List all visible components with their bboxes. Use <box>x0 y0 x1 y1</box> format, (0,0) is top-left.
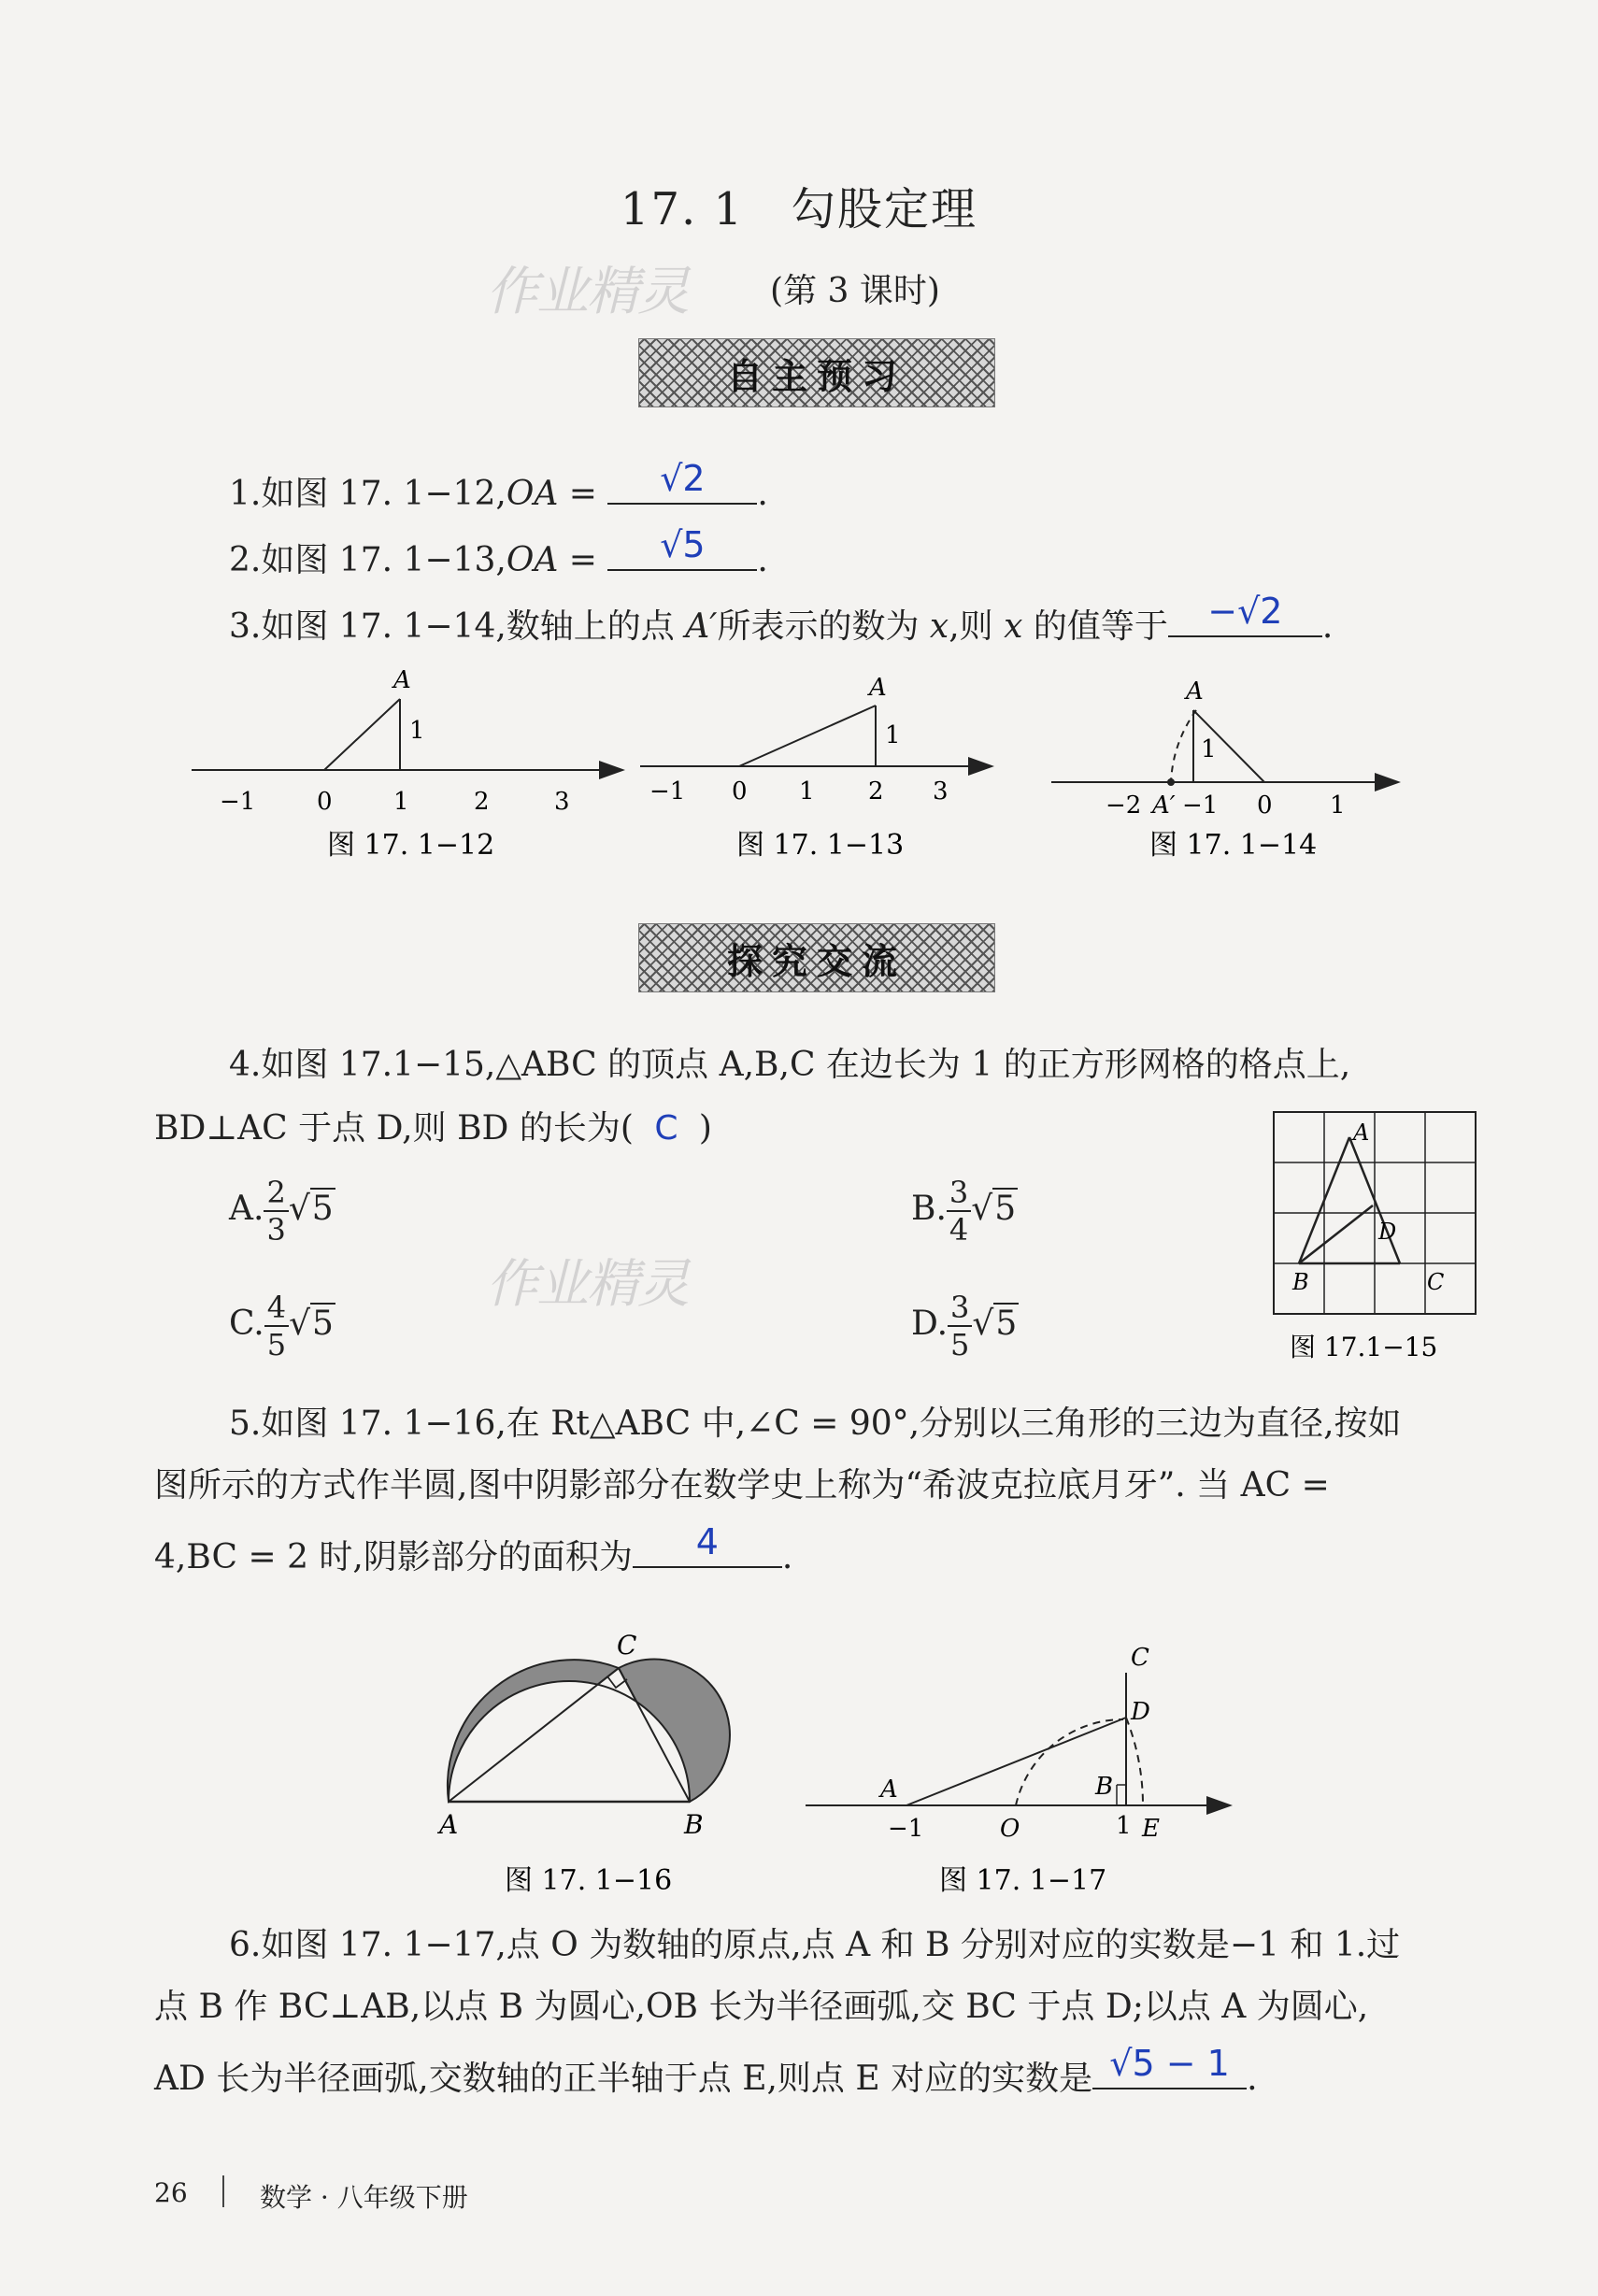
f13-label-1: 1 <box>885 721 901 749</box>
f14-caption: 图 17. 1−14 <box>1149 829 1318 862</box>
f13-tick: 3 <box>933 777 949 806</box>
figure-17-1-12 <box>192 666 621 862</box>
f14-tick: 1 <box>1330 791 1346 820</box>
f17-caption: 图 17. 1−17 <box>939 1864 1107 1897</box>
question-3 <box>229 591 1334 647</box>
f17-label-A: A <box>880 1775 898 1804</box>
q1-var: OA <box>506 475 559 513</box>
sqrt-sign: √5 <box>288 1190 334 1228</box>
f13-tick: 0 <box>732 777 748 806</box>
q4-close: ) <box>698 1109 712 1148</box>
q3-x2: x <box>1004 607 1023 646</box>
q4-text: BD⊥AC 于点 D,则 BD 的长为( <box>154 1109 634 1148</box>
f15-label-A: A <box>1353 1119 1370 1146</box>
sqrt-sign: √5 <box>972 1305 1018 1343</box>
question-6-line2: 点 B 作 BC⊥AB,以点 B 为圆心,OB 长为半径画弧,交 BC 于点 D;以点 A 为圆心, <box>154 1988 1369 2026</box>
f13-tick: 2 <box>868 777 884 806</box>
explore-banner <box>638 923 995 992</box>
q1-end: . <box>757 475 768 513</box>
watermark: 作业精灵 <box>486 1254 688 1315</box>
option-den: 3 <box>266 1212 286 1248</box>
q3-text-d: 的值等于 <box>1022 607 1168 646</box>
q3-text-a: 3.如图 17. 1−14,数轴上的点 <box>229 607 686 646</box>
q3-point: A′ <box>685 607 718 646</box>
f12-caption: 图 17. 1−12 <box>327 829 495 862</box>
page-number: 26 <box>154 2177 188 2208</box>
q3-x: x <box>929 607 949 646</box>
f13-label-A: A <box>869 674 887 702</box>
q4-option-a[interactable] <box>229 1175 335 1248</box>
question-6-line1: 6.如图 17. 1−17,点 O 为数轴的原点,点 A 和 B 分别对应的实数是−1 和 1.过 <box>229 1926 1401 1964</box>
question-4-line2 <box>154 1108 712 1148</box>
q5-answer: 4 <box>695 1521 719 1563</box>
question-2 <box>229 524 768 580</box>
figure-17-1-14 <box>1051 677 1397 862</box>
f17-label-O: O <box>1000 1815 1020 1843</box>
q3-answer-blank[interactable] <box>1168 591 1322 637</box>
question-6-line3 <box>154 2043 1258 2099</box>
sqrt-sign: √5 <box>971 1190 1017 1228</box>
option-num: 2 <box>264 1177 288 1212</box>
f12-tick: 3 <box>554 788 570 816</box>
option-den: 4 <box>949 1212 969 1248</box>
lesson-subtitle: (第 3 课时) <box>770 272 940 310</box>
f12-tick: 0 <box>317 788 333 816</box>
q5-text: 4,BC = 2 时,阴影部分的面积为 <box>154 1538 633 1576</box>
q3-end: . <box>1321 607 1334 646</box>
f13-tick: 1 <box>799 777 815 806</box>
option-label: D. <box>911 1305 949 1343</box>
q2-eq: = <box>558 541 608 579</box>
book-title: 数学 · 八年级下册 <box>260 2182 468 2213</box>
option-den: 5 <box>266 1327 287 1362</box>
question-5-line3 <box>154 1521 793 1577</box>
q4-option-b[interactable] <box>911 1175 1018 1248</box>
f15-label-C: C <box>1427 1269 1445 1295</box>
f16-label-C: C <box>617 1630 637 1661</box>
self-study-label: 自主预习 <box>726 354 906 397</box>
f12-tick: −1 <box>220 788 256 816</box>
q6-answer-blank[interactable] <box>1092 2043 1247 2089</box>
option-rad: 5 <box>311 1190 334 1228</box>
option-num: 3 <box>947 1177 971 1212</box>
f14-tick: −1 <box>1182 791 1219 820</box>
q4-answer[interactable]: C <box>654 1109 678 1148</box>
explore-label: 探究交流 <box>726 939 906 982</box>
q6-text: AD 长为半径画弧,交数轴的正半轴于点 E,则点 E 对应的实数是 <box>154 2060 1093 2098</box>
section-title: 17. 1 勾股定理 <box>620 183 978 235</box>
f12-tick: 1 <box>393 788 409 816</box>
watermark: 作业精灵 <box>486 262 688 322</box>
q2-answer-blank[interactable] <box>607 524 757 571</box>
f16-label-B: B <box>684 1809 704 1840</box>
option-label: B. <box>911 1190 947 1228</box>
option-rad: 5 <box>312 1305 334 1343</box>
f14-tick: A′ <box>1152 791 1176 820</box>
option-label: C. <box>229 1305 264 1343</box>
f16-caption: 图 17. 1−16 <box>505 1864 673 1897</box>
q2-var: OA <box>506 541 559 579</box>
q4-option-d[interactable] <box>911 1292 1019 1360</box>
q3-text-c: ,则 <box>949 607 1005 646</box>
figures-12-14 <box>182 654 1425 878</box>
q2-text: 2.如图 17. 1−13, <box>229 541 507 579</box>
q1-eq: = <box>558 475 608 513</box>
f13-caption: 图 17. 1−13 <box>736 829 905 862</box>
f14-label-1: 1 <box>1201 735 1217 763</box>
q6-answer: √5 − 1 <box>1109 2043 1230 2085</box>
option-rad: 5 <box>995 1305 1018 1343</box>
f13-tick: −1 <box>649 777 686 806</box>
f12-tick: 2 <box>474 788 490 816</box>
q5-answer-blank[interactable] <box>633 1521 782 1568</box>
option-label: A. <box>229 1190 264 1228</box>
q4-option-c[interactable] <box>229 1292 335 1360</box>
f16-label-A: A <box>439 1809 459 1840</box>
f17-label-C: C <box>1131 1644 1149 1672</box>
sqrt-sign: √5 <box>289 1305 334 1343</box>
q6-end: . <box>1247 2060 1258 2098</box>
q1-answer-blank[interactable] <box>607 458 757 505</box>
q5-end: . <box>781 1538 793 1576</box>
figure-17-1-17 <box>794 1626 1243 1906</box>
f17-label-B: B <box>1095 1773 1114 1801</box>
q1-answer: √2 <box>660 458 706 500</box>
q2-end: . <box>757 541 768 579</box>
q3-answer: −√2 <box>1207 591 1283 633</box>
f15-label-D: D <box>1378 1219 1397 1245</box>
q2-answer: √5 <box>660 524 706 566</box>
f12-label-1: 1 <box>409 717 425 745</box>
f14-tick: −2 <box>1106 791 1142 820</box>
q1-text: 1.如图 17. 1−12, <box>229 475 507 513</box>
option-num: 3 <box>948 1292 972 1327</box>
f15-label-B: B <box>1292 1269 1309 1295</box>
f17-label-E: E <box>1142 1815 1160 1843</box>
option-den: 5 <box>950 1327 970 1362</box>
f15-caption: 图 17.1−15 <box>1290 1332 1438 1362</box>
f17-label-D: D <box>1131 1698 1150 1726</box>
figure-17-1-16 <box>430 1626 776 1906</box>
figure-17-1-15 <box>1266 1107 1486 1374</box>
f14-tick: 0 <box>1257 791 1273 820</box>
f12-label-A: A <box>393 666 411 694</box>
question-1 <box>229 458 768 514</box>
f17-tick-m1: −1 <box>888 1815 924 1843</box>
question-4-line1: 4.如图 17.1−15,△ABC 的顶点 A,B,C 在边长为 1 的正方形网格的格点上, <box>229 1046 1351 1084</box>
question-5-line1: 5.如图 17. 1−16,在 Rt△ABC 中,∠C = 90°,分别以三角形的三边为直径,按如 <box>229 1405 1402 1443</box>
question-5-line2: 图所示的方式作半圆,图中阴影部分在数学史上称为“希波克拉底月牙”. 当 AC = <box>154 1466 1330 1505</box>
f17-tick-1: 1 <box>1116 1812 1132 1840</box>
self-study-banner <box>638 338 995 407</box>
footer-divider <box>222 2175 224 2207</box>
q3-text-b: 所表示的数为 <box>717 607 930 646</box>
option-num: 4 <box>264 1292 289 1327</box>
option-rad: 5 <box>994 1190 1017 1228</box>
figure-17-1-13 <box>640 674 991 862</box>
f14-label-A: A <box>1186 677 1204 706</box>
